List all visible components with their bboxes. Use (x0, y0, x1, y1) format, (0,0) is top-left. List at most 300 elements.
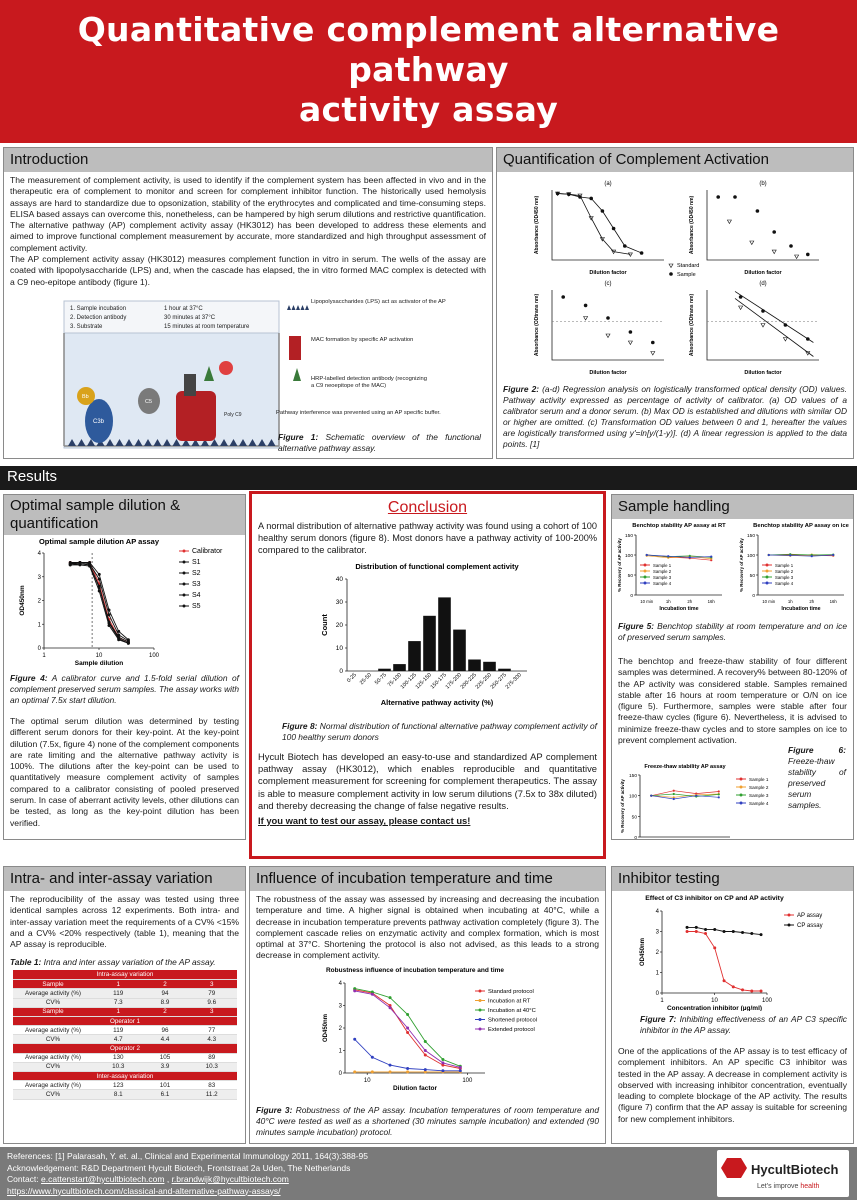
y-tick-label: 10 (335, 645, 343, 652)
legend-marker (788, 914, 791, 917)
legend-marker (479, 1028, 482, 1031)
intra-inter-heading: Intra- and inter-assay variation (4, 867, 245, 891)
data-point (686, 930, 689, 933)
chart-title: Benchtop stability AP assay on ice (753, 523, 849, 529)
table-row (13, 970, 237, 979)
figure-7-chart (612, 891, 853, 1011)
y-tick-label: 100 (746, 554, 755, 559)
intro-text (4, 172, 492, 291)
intro-heading: Introduction (4, 148, 492, 172)
figure-4-caption (4, 671, 245, 708)
data-point (673, 798, 675, 800)
x-tick-label: 100 (761, 998, 773, 1004)
regression-line (735, 298, 813, 356)
panel-x-label: Dilution factor (744, 370, 782, 376)
data-point (389, 1070, 392, 1073)
y-axis-label: % Recovery of AP activity (617, 538, 622, 592)
y-tick-label: 1 (338, 1048, 342, 1055)
legend-lps: Lipopolysaccharides (LPS) act as activator of the AP (311, 299, 446, 305)
sample-marker (629, 330, 633, 334)
legend-label: Sample 3 (653, 575, 672, 580)
legend-sample: Sample (677, 272, 696, 278)
sample-curve (558, 194, 642, 254)
legend-marker (740, 802, 743, 805)
standard-marker (783, 338, 787, 342)
y-tick-label: 1 (37, 622, 41, 629)
standard-curve (558, 194, 631, 255)
data-point (673, 790, 675, 792)
sample-marker (640, 251, 644, 255)
data-point (704, 928, 707, 931)
contact-label: Contact: (7, 1174, 42, 1184)
table-row (13, 1090, 237, 1099)
legend-label: Sample 4 (749, 801, 769, 806)
chart-title: Distribution of functional complement activity (355, 562, 519, 571)
table-cell: Sample (13, 980, 93, 989)
lps-legend-triangle (305, 305, 309, 310)
lps-legend-icon (287, 305, 309, 310)
table-cell: CV% (13, 1090, 93, 1099)
y-tick-label: 0 (339, 668, 343, 675)
data-point (718, 790, 720, 792)
website-link[interactable]: https://www.hycultbiotech.com/classical-and-alternative-pathway-assays/ (7, 1185, 281, 1196)
table-cell: 4.7 (93, 1035, 143, 1044)
table-cell: 9.6 (187, 998, 237, 1007)
data-point (811, 555, 813, 557)
data-point (353, 1070, 356, 1073)
table-cell: 7.3 (93, 998, 143, 1007)
legend-marker (479, 999, 482, 1002)
figure-7-label: Figure 7: (640, 1014, 677, 1024)
table-cell: Average activity (%) (13, 989, 93, 998)
y-axis-label: OD450nm (19, 585, 26, 616)
data-point (760, 989, 763, 992)
standard-marker (628, 341, 632, 345)
figure-2-text: (a-d) Regression analysis on logistically transformed optical density (OD) values. Pathway activity expressed as percentage of activity of calibrator. (a) OD values of a calibrator serum and a donor serum. (b) Max OD is established and dilutions with similar OD or higher are omitted. (c) Transformation OD values between 0 and 1, hereafter the values are logistically transformed using y'=ln[y/(1-y)]. (d) A linear regression is applied to the data points. [1] (503, 384, 847, 449)
table-cell: 10.3 (93, 1062, 143, 1071)
legend-block: Pathway interference was prevented using an AP specific buffer. (276, 410, 441, 416)
sample-marker (567, 192, 571, 196)
c3b-label: C3b (93, 419, 105, 425)
figure-4-label: Figure 4: (10, 673, 48, 683)
panel-axes (552, 290, 664, 360)
table-cell: 3.9 (143, 1062, 186, 1071)
table-cell: Intra-assay variation (13, 970, 237, 979)
legend-marker (479, 1009, 482, 1012)
x-tick-label: 100 (148, 653, 160, 659)
table-cell: 119 (93, 1026, 143, 1035)
legend-label: Sample 1 (775, 563, 794, 568)
legend-marker (644, 576, 647, 579)
chart-axes (640, 775, 730, 837)
legend-label: Sample 4 (775, 581, 794, 586)
optimal-body: The optimal serum dilution was determined by testing different serum donors for their key-point. At the key-point dilution (7.5x, figure 4) none of the complement components are rate limiting and the alternative pathway activity is 100%. The dilutions after the key-point can be used to quantitatively measure complement activity of samples compared to a calibrator consisting of pooled preserved serum. In case of aberrant activity levels, other dilutions can be tested, as long as the key-point dilution has been verified. (10, 716, 239, 828)
data-point (750, 932, 753, 935)
panel-axes (707, 190, 819, 260)
legend-label: Incubation at 40°C (488, 1008, 536, 1014)
title-line-2: activity assay (298, 90, 559, 129)
legend-standard: Standard (677, 263, 700, 269)
sample-marker (556, 192, 560, 196)
legend-marker (740, 786, 743, 789)
table-cell: CV% (13, 998, 93, 1007)
figure-6-caption (782, 743, 852, 813)
data-point (441, 1069, 444, 1072)
panel-y-label: Absorbance (ODtrans nm) (689, 293, 695, 357)
series-line (355, 1039, 461, 1071)
sample-marker (806, 337, 810, 341)
table-cell: 3 (187, 1007, 237, 1016)
y-axis-label: OD450nm (323, 1013, 329, 1043)
legend-label: S3 (192, 581, 201, 588)
conclusion-paragraph-1: A normal distribution of alternative pathway activity was found using a cohort of 100 healthy serum donors (figure 8). Most donors have a pathway activity of 100-200% compared to the calibrator. (258, 521, 597, 555)
standard-marker (739, 306, 743, 310)
figure-2-label: Figure 2: (503, 384, 540, 394)
inhibitor-panel (611, 866, 854, 1144)
poly-c9-label: Poly C9 (224, 412, 242, 418)
table-cell: 8.9 (143, 998, 186, 1007)
data-point (723, 930, 726, 933)
standard-marker (727, 220, 731, 224)
data-point (710, 556, 712, 558)
data-point (667, 555, 669, 557)
standard-marker (750, 241, 754, 245)
x-tick-label: 10 (95, 653, 103, 659)
standard-marker (651, 352, 655, 356)
figure-5-label: Figure 5: (618, 621, 655, 631)
standard-marker (584, 317, 588, 321)
inhibitor-heading: Inhibitor testing (612, 867, 853, 891)
figure-1-label: Figure 1: (278, 432, 319, 442)
x-tick-label: 16h (829, 599, 837, 604)
table-cell: CV% (13, 1035, 93, 1044)
sample-marker (601, 209, 605, 213)
legend-marker (183, 550, 186, 553)
hrp-signal-icon (219, 361, 233, 375)
legend-marker (183, 594, 186, 597)
legend-marker (183, 605, 186, 608)
y-tick-label: 50 (749, 574, 755, 579)
table-cell: 3 (187, 980, 237, 989)
legend-label: Sample 2 (775, 569, 794, 574)
variation-table (13, 970, 237, 1099)
panel-y-label: Absorbance (OD450 nm) (689, 195, 695, 255)
x-tick-label: 100-125 (399, 672, 418, 691)
standard-marker (606, 334, 610, 338)
x-tick-label: 10 (363, 1078, 371, 1084)
quant-panel (496, 147, 854, 459)
x-tick-label: 100 (462, 1078, 473, 1084)
x-tick-label: 10 min (762, 599, 776, 604)
data-point (108, 609, 111, 612)
legend-label: Sample 3 (749, 793, 769, 798)
incubation-heading: Influence of incubation temperature and time (250, 867, 605, 891)
x-tick-label: 275-300 (504, 672, 523, 691)
chart-title: Effect of C3 inhibitor on CP and AP activity (645, 895, 784, 902)
data-point (760, 933, 763, 936)
figure-8-text: Normal distribution of functional alternative pathway complement activity of 100 healthy serum donors (282, 721, 597, 742)
sample-marker (739, 295, 743, 299)
data-point (686, 926, 689, 929)
sample-marker (733, 195, 737, 199)
data-point (389, 996, 392, 999)
x-tick-label: 175-200 (444, 672, 463, 691)
table-cell: Average activity (%) (13, 1026, 93, 1035)
data-point (371, 1070, 374, 1073)
table-1-text: Intra and inter assay variation of the AP assay. (43, 957, 216, 968)
intro-paragraph-2: The AP complement activity assay (HK3012) measures complement function in vitro in serum. The wells of the assay are coated with lipopolysaccharide (LPS) and, when the cascade has elapsed, the in vitro formed MAC complex is detected with a C9 neo-epitope antibody (figure 1). (10, 254, 486, 287)
legend-marker (788, 924, 791, 927)
standard-marker (795, 255, 799, 259)
data-point (741, 931, 744, 934)
legend-label: Sample 1 (653, 563, 672, 568)
results-bar: Results (0, 466, 857, 490)
sample-marker (651, 341, 655, 345)
bb-label: Bb (82, 394, 89, 400)
legend-label: CP assay (797, 923, 823, 929)
legend-label: Sample 4 (653, 581, 672, 586)
histogram-bar (408, 641, 421, 671)
legend-mac: MAC formation by specific AP activation (311, 337, 414, 343)
logo-hexagon-icon (721, 1158, 747, 1178)
y-tick-label: 100 (624, 554, 633, 559)
figure-5-charts (612, 519, 853, 617)
table-1-label: Table 1: (10, 957, 42, 968)
figure-3-caption (250, 1103, 605, 1140)
panel-y-label: Absorbance (ODtrans nm) (534, 293, 540, 357)
email-link-1[interactable]: e.cattenstart@hycultbiotech.com (41, 1174, 165, 1184)
legend-label: Sample 2 (653, 569, 672, 574)
table-cell: 119 (93, 989, 143, 998)
legend-marker (766, 564, 769, 567)
table-row (13, 1026, 237, 1035)
intra-inter-body: The reproducibility of the assay was tested using three identical samples across 12 experiments. Both intra- and inter-assay variation meet the requirements of a CV% <15% and a CV% <20% respectively (table 1), meaning that the AP assay is reproducible. (10, 894, 239, 950)
y-tick-label: 40 (335, 576, 343, 583)
table-cell: 89 (187, 1053, 237, 1062)
table-cell: 94 (143, 989, 186, 998)
hycult-logo (717, 1150, 849, 1197)
table-cell: CV% (13, 1062, 93, 1071)
data-point (108, 620, 111, 623)
panel-axes (707, 290, 819, 360)
histogram-bar (498, 669, 511, 671)
panel-x-label: Dilution factor (744, 270, 782, 276)
figure-3-text: Robustness of the AP assay. Incubation temperatures of room temperature and 40°C were tested as well as a shortened (30 minutes sample incubation) and extended (90 minutes sample incubation) protocol. (256, 1105, 599, 1137)
x-tick-label: 2h (687, 599, 693, 604)
x-axis-label: Incubation time (781, 606, 821, 612)
x-tick-label: 0-25 (346, 672, 358, 685)
chart-axes (44, 553, 154, 648)
panel-x-label: Dilution factor (589, 270, 627, 276)
data-point (695, 926, 698, 929)
legend-label: Extended protocol (488, 1027, 535, 1033)
data-point (406, 1027, 409, 1030)
quant-heading: Quantification of Complement Activation (497, 148, 853, 172)
y-tick-label: 0 (634, 836, 637, 841)
data-point (389, 1064, 392, 1067)
table-cell: Average activity (%) (13, 1081, 93, 1090)
legend-marker (479, 1018, 482, 1021)
y-tick-label: 150 (746, 534, 755, 539)
sample-marker (806, 253, 810, 257)
figure-8-caption (252, 719, 603, 745)
email-separator: , (164, 1174, 172, 1184)
panel-y-label: Absorbance (OD450 nm) (534, 195, 540, 255)
figure-6-chart: Freeze-thaw stability AP assay0501001501 2 3 4Freeze-thaw cycles% Recovery of AP activity Sample 1Sample 2Sample 3Sample 4 (620, 764, 769, 853)
legend-label: S4 (192, 592, 201, 599)
data-point (371, 993, 374, 996)
data-point (741, 988, 744, 991)
table-row (13, 1072, 237, 1081)
optimal-heading: Optimal sample dilution & quantification (4, 495, 245, 535)
data-point (78, 562, 81, 565)
hycult-logo-mark (717, 1150, 849, 1197)
x-axis-label: Alternative pathway activity (%) (380, 698, 494, 707)
legend-label: Sample 2 (749, 785, 769, 790)
legend-label: S5 (192, 603, 201, 610)
figure-7-caption (612, 1012, 853, 1038)
x-tick-label: 75-100 (386, 672, 403, 689)
sample-marker (756, 209, 760, 213)
histogram-bar (483, 662, 496, 671)
table-row (13, 1062, 237, 1071)
y-tick-label: 100 (628, 794, 637, 800)
table-cell: 2 (143, 980, 186, 989)
x-axis-label: Incubation time (659, 606, 699, 612)
contact-us-link[interactable]: If you want to test our assay, please contact us! (258, 815, 471, 827)
step-1: 1. Sample incubation (70, 306, 127, 312)
legend-marker (183, 561, 186, 564)
sample-marker (606, 316, 610, 320)
poster-title (0, 0, 857, 130)
data-point (441, 1061, 444, 1064)
data-point (646, 554, 648, 556)
data-point (732, 930, 735, 933)
email-link-2[interactable]: r.brandwijk@hycultbiotech.com (171, 1174, 289, 1184)
step-1-time: 1 hour at 37°C (164, 306, 203, 312)
data-point (371, 1056, 374, 1059)
data-point (389, 1006, 392, 1009)
y-tick-label: 4 (37, 551, 41, 557)
histogram-bar (378, 669, 391, 671)
logo-tagline: Let's improve health (757, 1183, 820, 1190)
figure-8-label: Figure 8: (282, 721, 318, 731)
figure-4-text: A calibrator curve and 1.5-fold serial dilution of complement preserved serum samples. The assay works with an optimal 7.5x start dilution. (10, 673, 239, 705)
sample-marker (623, 244, 627, 248)
y-tick-label: 50 (631, 815, 637, 821)
figure-5-caption (612, 619, 853, 645)
y-tick-label: 150 (624, 534, 633, 539)
title-line-1: Quantitative complement alternative pathway (77, 10, 780, 89)
data-point (650, 795, 652, 797)
legend-label: Calibrator (192, 548, 223, 555)
sample-handling-body: The benchtop and freeze-thaw stability of four different samples was determined. A recovery% between 80-120% of the AP activity was considered stable. Samples remained stable after 16 hours at room temperature or O/N on ice (figure 5). Furthermore, samples were stable after four freeze-thaw cycles (figure 6). Nevertheless, it is advised to minimize freeze-thaw cycles and to store samples on ice to prevent complement activation. (618, 656, 847, 746)
data-point (406, 1070, 409, 1073)
figure-1-caption (272, 430, 487, 456)
data-point (689, 556, 691, 558)
chart-axes (347, 579, 527, 671)
data-point (695, 795, 697, 797)
chart-axes (662, 911, 767, 993)
regression-line (735, 291, 813, 342)
figure-7-text: Inhibiting effectiveness of an AP C3 specific inhibitor in the AP assay. (640, 1014, 847, 1035)
references: References: [1] Palarasah, Y. et. al., Clinical and Experimental Immunology 2011, 164(3):388-95 (7, 1151, 368, 1161)
optimal-panel (3, 494, 246, 840)
x-tick-label: 10 min (640, 599, 654, 604)
x-axis-label: Sample dilution (74, 660, 124, 667)
table-row (13, 1081, 237, 1090)
y-tick-label: 2 (338, 1026, 342, 1032)
legend-marker (644, 564, 647, 567)
legend-standard-icon (669, 264, 673, 268)
conclusion-paragraph-2: Hycult Biotech has developed an easy-to-use and standardized AP complement pathway assay (HK3012), which enables reproducible and quantitative complement measurement for screening for complement therapeutics. The assay is able to measure complement activity in low serum dilutions (7.5x to 38x diluted) and thereby decreasing the change of false negative results. (258, 751, 597, 811)
table-cell: 130 (93, 1053, 143, 1062)
legend-marker (740, 778, 743, 781)
legend-label: S2 (192, 570, 201, 577)
data-point (832, 554, 834, 556)
legend-marker (644, 582, 647, 585)
chart-title: Robustness influence of incubation temperature and time (325, 967, 505, 974)
figure-6-text: Freeze-thaw stability of preserved serum samples. (788, 756, 846, 810)
y-axis-label: % Recovery of AP activity (620, 779, 625, 833)
conclusion-panel (249, 491, 606, 859)
data-point (98, 586, 101, 589)
data-point (98, 573, 101, 576)
x-tick-label: 2h (809, 599, 815, 604)
sample-marker (612, 227, 616, 231)
legend-label: Standard protocol (488, 989, 534, 995)
data-point (718, 793, 720, 795)
table-cell: Inter-assay variation (13, 1072, 237, 1081)
y-tick-label: 0 (630, 594, 633, 599)
x-tick-label: 1h (665, 599, 671, 604)
incubation-body: The robustness of the assay was assessed by increasing and decreasing the incubation temperature and time. A higher signal is obtained when incubating at 40°C, while a decrease in incubation temperature prevents pathway activation completely (figure 3). The complement cascade relies on enzymatic activity and complex formation, which is most optimal at 37°C. Shortening the protocol is also not advised, as this leads to a strong decrease in complement activity. (256, 894, 599, 961)
data-point (406, 1067, 409, 1070)
table-cell: 79 (187, 989, 237, 998)
data-point (723, 979, 726, 982)
sample-marker (772, 230, 776, 234)
x-tick-label: 1h (787, 599, 793, 604)
y-axis-label: OD450nm (640, 937, 646, 967)
table-row (13, 1053, 237, 1062)
chart-axes (345, 983, 485, 1073)
standard-marker (628, 253, 632, 257)
data-point (127, 641, 130, 644)
sample-marker (589, 197, 593, 201)
sample-marker (789, 244, 793, 248)
step-3-time: 15 minutes at room temperature (164, 324, 250, 330)
data-point (69, 563, 72, 566)
legend-marker (644, 570, 647, 573)
mac-top (184, 374, 196, 396)
sample-handling-panel (611, 494, 854, 853)
table-cell: 1 (93, 1007, 143, 1016)
sample-handling-heading: Sample handling (612, 495, 853, 519)
y-tick-label: 4 (655, 909, 659, 915)
legend-marker (766, 570, 769, 573)
lps-legend-triangle (287, 305, 291, 310)
table-row (13, 980, 237, 989)
data-point (353, 989, 356, 992)
table-1-caption (4, 955, 245, 970)
figure-5-text: Benchtop stability at room temperature and on ice of preserved serum samples. (618, 621, 847, 642)
legend-hrp: HRP-labelled detection antibody (recognizing a C9 neoepitope of the MAC) (311, 376, 428, 389)
y-tick-label: 20 (335, 622, 343, 629)
data-point (704, 932, 707, 935)
table-cell: 96 (143, 1026, 186, 1035)
conclusion-heading: Conclusion (387, 499, 468, 516)
sample-marker (784, 323, 788, 327)
